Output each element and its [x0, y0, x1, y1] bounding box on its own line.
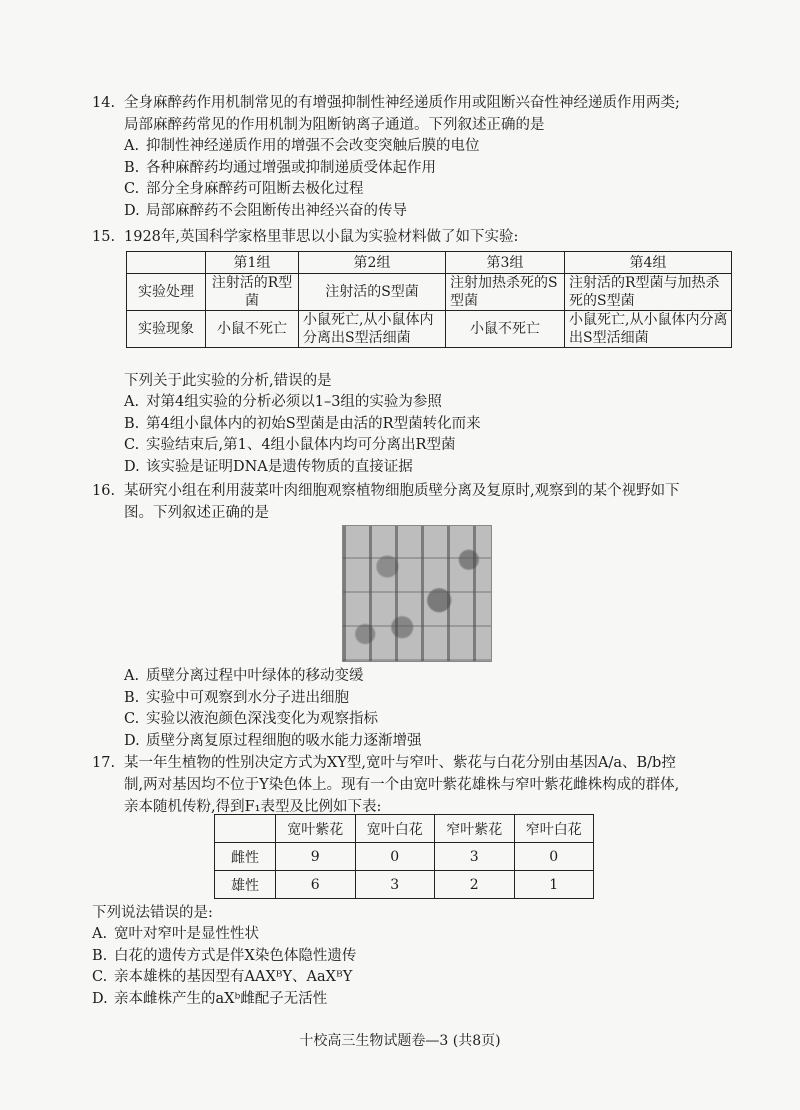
question-stem: 某研究小组在利用菠菜叶肉细胞观察植物细胞质壁分离及复原时,观察到的某个视野如下 [124, 483, 680, 499]
table-cell: 3 [355, 871, 435, 899]
question-14 [92, 92, 732, 222]
table-cell: 注射加热杀死的S型菌 [446, 274, 565, 311]
option-d: D. 亲本雌株产生的aXᵇ雌配子无活性 [92, 990, 328, 1007]
question-prompt: 下列说法错误的是: [92, 905, 213, 921]
experiment-table [126, 251, 732, 348]
table-cell: 小鼠不死亡 [446, 311, 565, 348]
table-row [215, 843, 594, 871]
table-cell: 窄叶白花 [514, 815, 594, 843]
option-c: C. 实验以液泡颜色深浅变化为观察指标 [124, 711, 378, 727]
table-cell: 第2组 [299, 252, 446, 274]
table-cell: 雌性 [215, 843, 276, 871]
question-stem: 局部麻醉药常见的作用机制为阻断钠离子通道。下列叙述正确的是 [124, 117, 545, 133]
table-cell: 宽叶紫花 [276, 815, 356, 843]
table-cell: 小鼠不死亡 [206, 311, 299, 348]
table-cell: 窄叶紫花 [435, 815, 515, 843]
question-stem: 制,两对基因均不位于Y染色体上。现有一个由宽叶紫花雄株与窄叶紫花雌株构成的群体, [124, 777, 680, 793]
table-row [127, 274, 732, 311]
question-stem: 图。下列叙述正确的是 [124, 505, 269, 521]
table-cell: 0 [514, 843, 594, 871]
question-16-options [92, 666, 732, 752]
option-b: B. 第4组小鼠体内的初始S型菌是由活的R型菌转化而来 [124, 415, 481, 432]
table-header-row [127, 252, 732, 274]
option-b: B. 实验中可观察到水分子进出细胞 [124, 689, 349, 706]
option-c: C. 实验结束后,第1、4组小鼠体内均可分离出R型菌 [124, 437, 456, 453]
question-17-options [92, 902, 732, 1010]
question-number: 14. [92, 95, 116, 111]
table-cell: 0 [355, 843, 435, 871]
question-stem: 1928年,英国科学家格里菲思以小鼠为实验材料做了如下实验: [124, 229, 519, 245]
question-15-options [92, 370, 732, 478]
option-b: B. 白花的遗传方式是伴X染色体隐性遗传 [92, 947, 357, 964]
question-15 [92, 226, 732, 248]
table-cell: 1 [514, 871, 594, 899]
table-cell: 雄性 [215, 871, 276, 899]
table-cell: 注射活的R型菌 [206, 274, 299, 311]
table-cell: 第4组 [565, 252, 732, 274]
option-d: D. 局部麻醉药不会阻断传出神经兴奋的传导 [124, 202, 407, 219]
microscope-image [342, 525, 492, 662]
phenotype-table [214, 814, 594, 899]
option-b: B. 各种麻醉药均通过增强或抑制递质受体起作用 [124, 159, 436, 176]
table-cell: 第1组 [206, 252, 299, 274]
question-number: 15. [92, 229, 116, 245]
table-cell: 3 [435, 843, 515, 871]
question-prompt: 下列关于此实验的分析,错误的是 [124, 373, 332, 389]
page-footer: 十校高三生物试题卷—3 (共8页) [299, 1033, 501, 1049]
table-row [215, 871, 594, 899]
table-cell: 小鼠死亡,从小鼠体内分离出S型活细菌 [565, 311, 732, 348]
table-row [127, 311, 732, 348]
question-stem: 亲本随机传粉,得到F₁表型及比例如下表: [124, 799, 382, 815]
question-stem: 全身麻醉药作用机制常见的有增强抑制性神经递质作用或阻断兴奋性神经递质作用两类; [124, 95, 680, 111]
question-17 [92, 752, 732, 818]
question-16 [92, 480, 732, 524]
table-cell: 实验现象 [127, 311, 206, 348]
table-cell: 注射活的R型菌与加热杀死的S型菌 [565, 274, 732, 311]
table-cell: 第3组 [446, 252, 565, 274]
question-number: 17. [92, 755, 116, 771]
question-stem: 某一年生植物的性别决定方式为XY型,宽叶与窄叶、紫花与白花分别由基因A/a、B/b控 [124, 755, 676, 771]
option-a: A. 质壁分离过程中叶绿体的移动变缓 [124, 668, 364, 684]
option-d: D. 质壁分离复原过程细胞的吸水能力逐渐增强 [124, 732, 422, 749]
table-cell: 小鼠死亡,从小鼠体内分离出S型活细菌 [299, 311, 446, 348]
question-number: 16. [92, 483, 116, 499]
table-cell: 2 [435, 871, 515, 899]
option-c: C. 部分全身麻醉药可阻断去极化过程 [124, 181, 364, 197]
table-cell [215, 815, 276, 843]
option-c: C. 亲本雄株的基因型有AAXᴮY、AaXᴮY [92, 969, 353, 985]
table-cell [127, 252, 206, 274]
option-a: A. 抑制性神经递质作用的增强不会改变突触后膜的电位 [124, 138, 480, 154]
option-d: D. 该实验是证明DNA是遗传物质的直接证据 [124, 458, 413, 475]
table-cell: 注射活的S型菌 [299, 274, 446, 311]
table-cell: 宽叶白花 [355, 815, 435, 843]
option-a: A. 对第4组实验的分析必须以1–3组的实验为参照 [124, 394, 442, 410]
table-header-row [215, 815, 594, 843]
table-cell: 9 [276, 843, 356, 871]
table-cell: 实验处理 [127, 274, 206, 311]
table-cell: 6 [276, 871, 356, 899]
option-a: A. 宽叶对窄叶是显性性状 [92, 926, 259, 942]
